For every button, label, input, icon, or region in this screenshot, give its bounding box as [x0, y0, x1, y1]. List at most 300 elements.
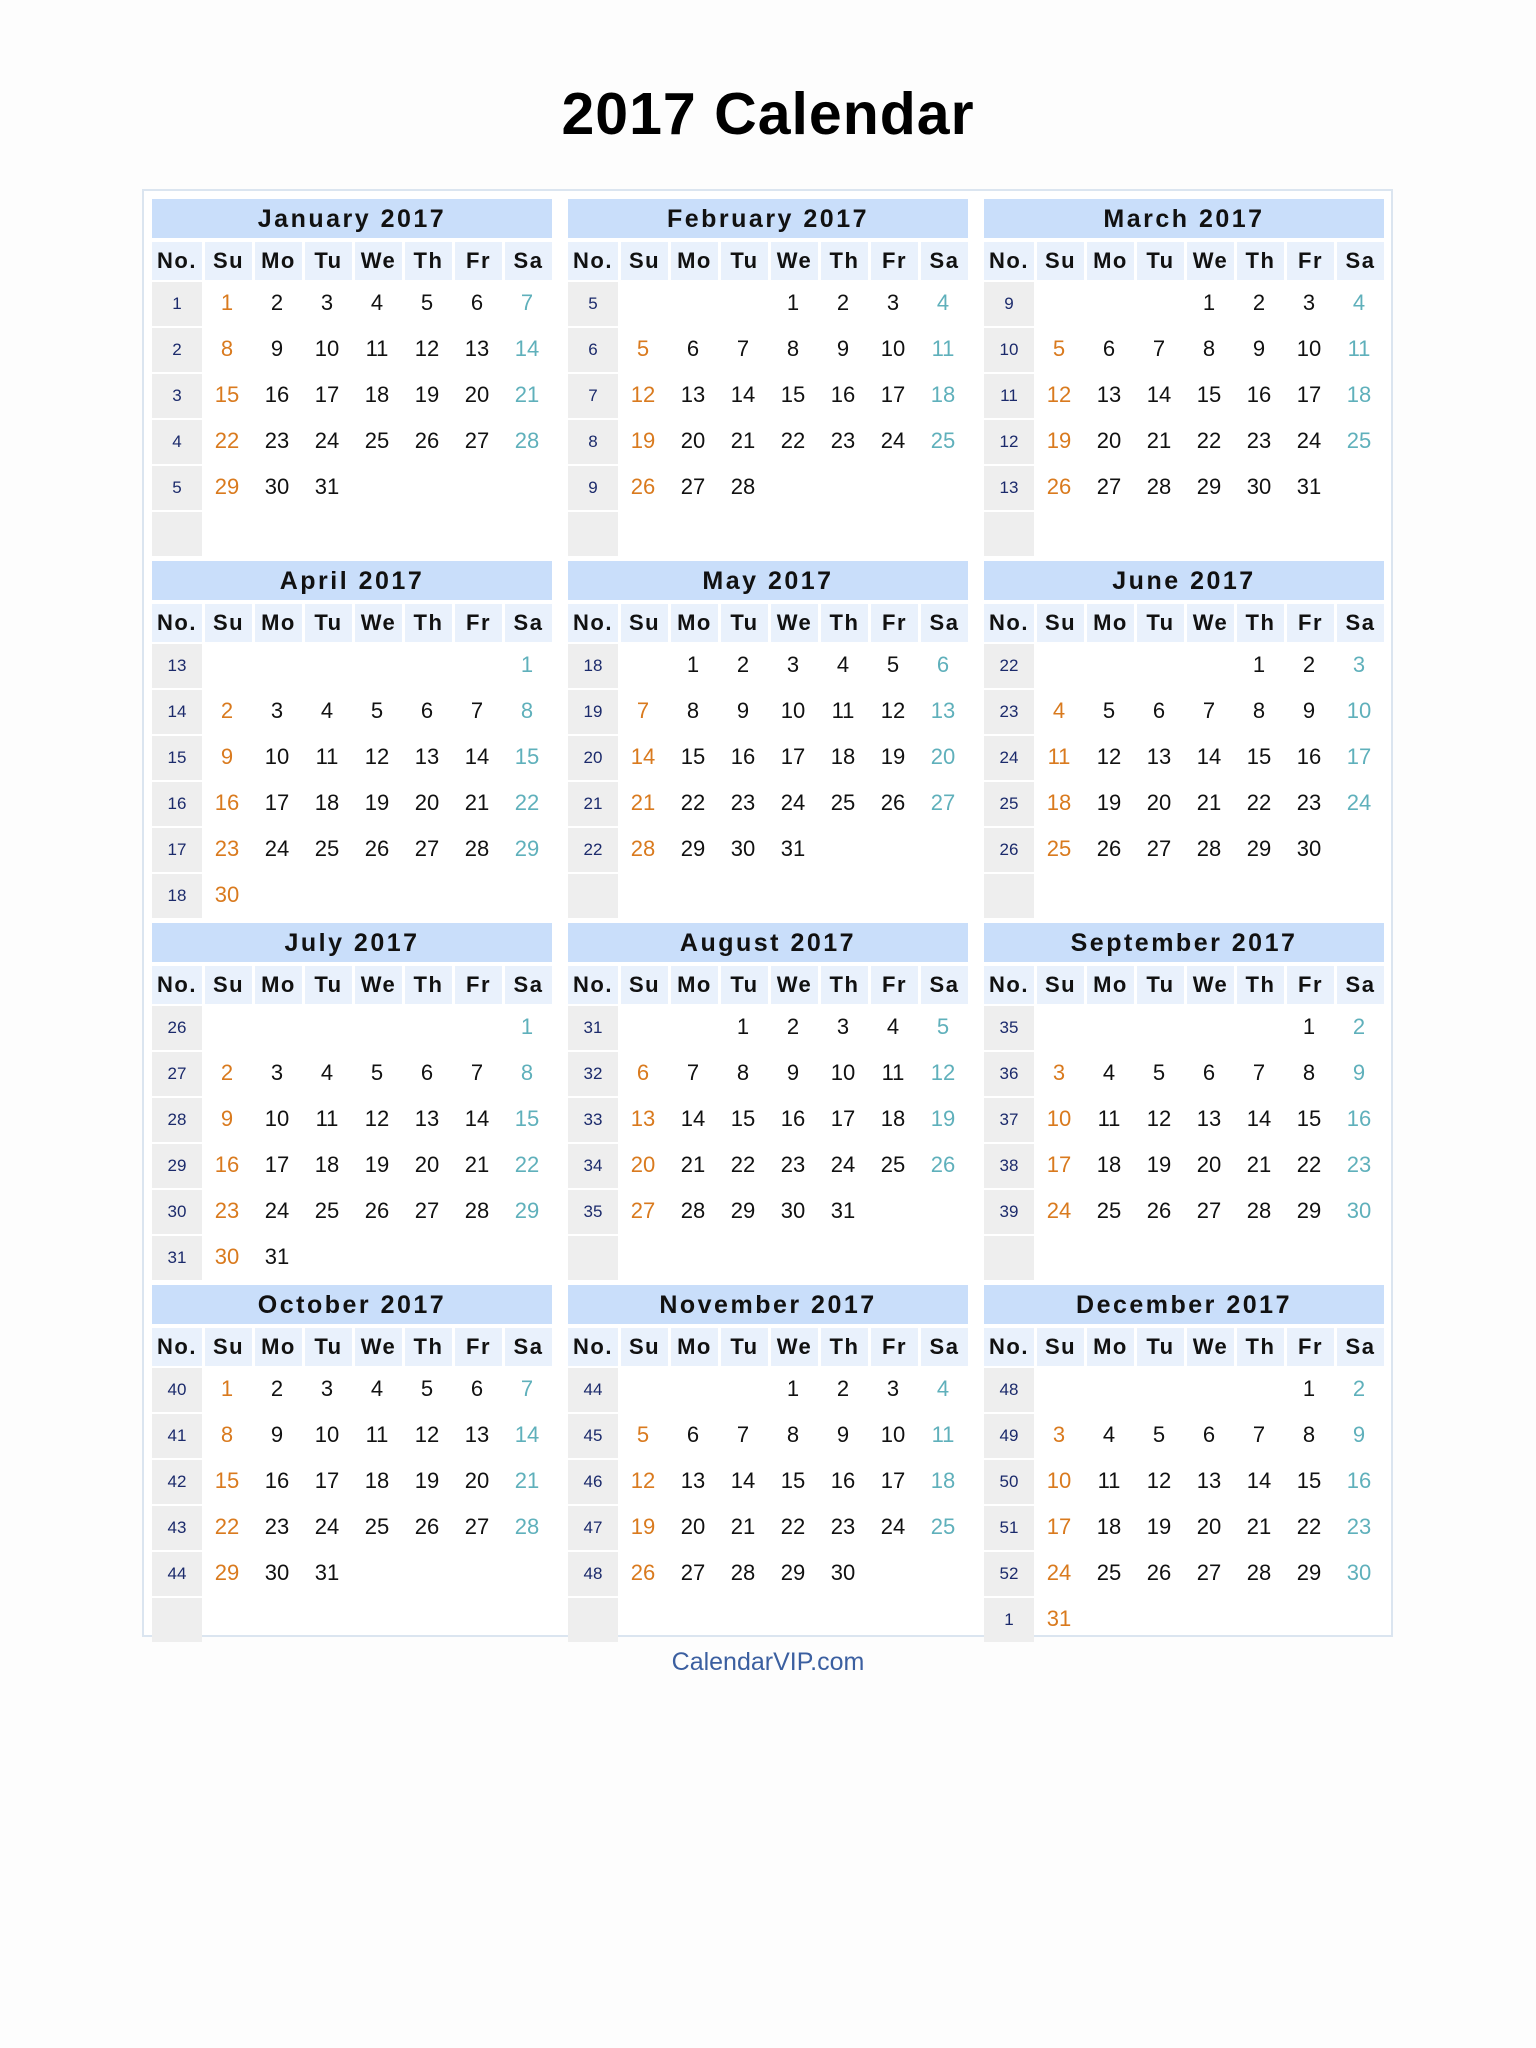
week-row [568, 372, 968, 418]
day-cell: 5 [420, 290, 434, 315]
weekday-header-thursday: Th [1234, 604, 1284, 642]
week-number: 6 [568, 326, 618, 372]
week-number: 44 [152, 1550, 202, 1596]
week-row [984, 464, 1384, 510]
day-cell: 7 [736, 336, 750, 361]
day-cell: 25 [314, 836, 340, 861]
day-cell: 13 [680, 1468, 706, 1493]
week-number-header: No. [984, 242, 1034, 280]
week-number: 18 [568, 642, 618, 688]
day-cell: 24 [1046, 1198, 1072, 1223]
week-row [568, 326, 968, 372]
day-cell: 25 [1346, 428, 1372, 453]
day-cell: 26 [1096, 836, 1122, 861]
day-cell: 1 [736, 1014, 750, 1039]
day-cell: 23 [264, 1514, 290, 1539]
weekday-header-row [568, 242, 968, 280]
day-cell [868, 1596, 918, 1642]
day-cell [818, 510, 868, 556]
weekday-header-saturday: Sa [918, 604, 968, 642]
day-cell [1084, 280, 1134, 326]
day-cell [452, 1550, 502, 1596]
day-cell: 25 [880, 1152, 906, 1177]
week-number: 37 [984, 1096, 1034, 1142]
day-cell [868, 464, 918, 510]
day-cell [918, 1234, 968, 1280]
day-cell: 16 [1346, 1106, 1372, 1131]
day-cell: 17 [1346, 744, 1372, 769]
day-cell [668, 1366, 718, 1412]
week-number: 48 [568, 1550, 618, 1596]
day-cell: 7 [1252, 1422, 1266, 1447]
weekday-header-friday: Fr [452, 242, 502, 280]
day-cell: 26 [880, 790, 906, 815]
week-number: 50 [984, 1458, 1034, 1504]
month-table [984, 1328, 1384, 1642]
weekday-header-row [568, 1328, 968, 1366]
weekday-header-tuesday: Tu [1134, 604, 1184, 642]
day-cell [1134, 510, 1184, 556]
week-number: 9 [984, 280, 1034, 326]
day-cell: 20 [930, 744, 956, 769]
day-cell: 24 [264, 1198, 290, 1223]
day-cell [452, 1596, 502, 1642]
day-cell: 24 [1046, 1560, 1072, 1585]
day-cell: 11 [1097, 1106, 1121, 1131]
day-cell [618, 1004, 668, 1050]
day-cell [718, 1366, 768, 1412]
week-row [984, 1050, 1384, 1096]
day-cell [1334, 826, 1384, 872]
week-row [152, 1504, 552, 1550]
day-cell: 18 [364, 382, 390, 407]
day-cell [1134, 280, 1184, 326]
day-cell: 7 [1202, 698, 1216, 723]
month-title: October 2017 [152, 1285, 552, 1324]
week-row [152, 1004, 552, 1050]
day-cell: 13 [464, 336, 490, 361]
day-cell: 29 [514, 836, 540, 861]
day-cell [352, 464, 402, 510]
week-row [984, 1504, 1384, 1550]
day-cell [918, 826, 968, 872]
day-cell: 16 [1346, 1468, 1372, 1493]
day-cell: 8 [520, 1060, 534, 1085]
day-cell: 23 [780, 1152, 806, 1177]
week-row [984, 1596, 1384, 1642]
day-cell: 30 [1246, 474, 1272, 499]
day-cell: 2 [736, 652, 750, 677]
weekday-header-monday: Mo [252, 604, 302, 642]
day-cell: 7 [1152, 336, 1166, 361]
day-cell: 6 [1102, 336, 1116, 361]
day-cell: 28 [730, 474, 756, 499]
week-row [568, 1550, 968, 1596]
day-cell [1134, 872, 1184, 918]
week-number-header: No. [568, 604, 618, 642]
weekday-header-saturday: Sa [502, 1328, 552, 1366]
week-number: 13 [152, 642, 202, 688]
day-cell: 11 [1097, 1468, 1121, 1493]
month-block [984, 561, 1384, 901]
day-cell: 30 [730, 836, 756, 861]
day-cell: 23 [830, 1514, 856, 1539]
month-block [152, 1285, 552, 1625]
month-block [152, 561, 552, 907]
day-cell: 31 [780, 836, 806, 861]
day-cell: 17 [314, 382, 340, 407]
day-cell: 22 [780, 428, 806, 453]
weekday-header-thursday: Th [1234, 966, 1284, 1004]
weekday-header-tuesday: Tu [718, 966, 768, 1004]
weekday-header-monday: Mo [1084, 966, 1134, 1004]
week-number-header: No. [152, 604, 202, 642]
week-number: 23 [984, 688, 1034, 734]
day-cell: 7 [636, 698, 650, 723]
day-cell: 2 [836, 1376, 850, 1401]
day-cell [252, 510, 302, 556]
day-cell: 23 [730, 790, 756, 815]
day-cell: 9 [836, 336, 850, 361]
day-cell: 4 [320, 1060, 334, 1085]
month-table [984, 604, 1384, 918]
week-number [984, 510, 1034, 556]
day-cell [202, 1004, 252, 1050]
day-cell: 7 [736, 1422, 750, 1447]
day-cell [918, 1596, 968, 1642]
day-cell: 21 [1146, 428, 1172, 453]
day-cell: 18 [930, 1468, 956, 1493]
day-cell: 10 [1046, 1468, 1072, 1493]
week-row [984, 642, 1384, 688]
day-cell: 3 [1352, 652, 1366, 677]
day-cell: 17 [314, 1468, 340, 1493]
week-row [984, 734, 1384, 780]
day-cell: 8 [220, 1422, 234, 1447]
day-cell: 15 [514, 1106, 540, 1131]
day-cell: 4 [320, 698, 334, 723]
day-cell [768, 872, 818, 918]
week-row [984, 1366, 1384, 1412]
day-cell: 4 [886, 1014, 900, 1039]
week-number: 36 [984, 1050, 1034, 1096]
day-cell: 17 [264, 790, 290, 815]
day-cell: 27 [464, 428, 490, 453]
weekday-header-wednesday: We [768, 966, 818, 1004]
day-cell [1034, 872, 1084, 918]
day-cell: 16 [830, 1468, 856, 1493]
weekday-header-row [984, 966, 1384, 1004]
month-title: May 2017 [568, 561, 968, 600]
day-cell: 24 [780, 790, 806, 815]
weekday-header-thursday: Th [402, 1328, 452, 1366]
week-number: 52 [984, 1550, 1034, 1596]
month-block [568, 1285, 968, 1625]
day-cell [302, 872, 352, 918]
day-cell [818, 464, 868, 510]
day-cell: 28 [730, 1560, 756, 1585]
week-number [984, 1234, 1034, 1280]
day-cell: 14 [730, 1468, 756, 1493]
day-cell: 21 [514, 382, 540, 407]
day-cell: 5 [1102, 698, 1116, 723]
day-cell [502, 464, 552, 510]
day-cell: 13 [414, 744, 440, 769]
day-cell: 24 [314, 1514, 340, 1539]
day-cell [402, 1234, 452, 1280]
day-cell: 13 [1146, 744, 1172, 769]
day-cell [302, 1596, 352, 1642]
day-cell: 27 [1146, 836, 1172, 861]
week-number-header: No. [152, 1328, 202, 1366]
day-cell: 12 [930, 1060, 956, 1085]
week-number: 11 [984, 372, 1034, 418]
site-link[interactable]: CalendarVIP.com [671, 1648, 865, 1676]
day-cell: 11 [365, 336, 389, 361]
day-cell [402, 510, 452, 556]
day-cell: 14 [730, 382, 756, 407]
day-cell [352, 1550, 402, 1596]
month-block [984, 923, 1384, 1263]
day-cell: 27 [414, 1198, 440, 1223]
day-cell [818, 1234, 868, 1280]
day-cell: 11 [931, 1422, 955, 1447]
day-cell: 15 [1296, 1468, 1322, 1493]
day-cell: 1 [220, 1376, 234, 1401]
weekday-header-sunday: Su [202, 1328, 252, 1366]
day-cell: 3 [1052, 1060, 1066, 1085]
weekday-header-tuesday: Tu [1134, 1328, 1184, 1366]
week-number: 20 [568, 734, 618, 780]
weekday-header-sunday: Su [202, 966, 252, 1004]
day-cell: 13 [930, 698, 956, 723]
weekday-header-row [152, 966, 552, 1004]
week-row [984, 1234, 1384, 1280]
day-cell [618, 510, 668, 556]
day-cell [868, 1188, 918, 1234]
day-cell: 31 [830, 1198, 856, 1223]
day-cell: 1 [786, 290, 800, 315]
week-number [152, 510, 202, 556]
day-cell [252, 872, 302, 918]
day-cell: 17 [880, 1468, 906, 1493]
day-cell: 21 [514, 1468, 540, 1493]
day-cell [618, 280, 668, 326]
day-cell: 21 [730, 1514, 756, 1539]
day-cell [402, 1596, 452, 1642]
week-row [152, 642, 552, 688]
day-cell: 4 [370, 1376, 384, 1401]
week-number: 51 [984, 1504, 1034, 1550]
day-cell: 21 [1246, 1514, 1272, 1539]
month-title: January 2017 [152, 199, 552, 238]
month-table [984, 242, 1384, 556]
day-cell: 12 [880, 698, 906, 723]
weekday-header-friday: Fr [868, 242, 918, 280]
day-cell: 17 [1296, 382, 1322, 407]
day-cell: 31 [314, 1560, 340, 1585]
day-cell: 30 [214, 882, 240, 907]
month-grid [152, 199, 1384, 1631]
day-cell: 2 [786, 1014, 800, 1039]
day-cell: 17 [780, 744, 806, 769]
day-cell: 6 [470, 290, 484, 315]
day-cell [718, 510, 768, 556]
weekday-header-sunday: Su [1034, 1328, 1084, 1366]
week-number: 42 [152, 1458, 202, 1504]
day-cell: 24 [1346, 790, 1372, 815]
day-cell: 12 [414, 336, 440, 361]
day-cell: 18 [1096, 1514, 1122, 1539]
day-cell: 18 [314, 1152, 340, 1177]
day-cell: 13 [1196, 1468, 1222, 1493]
month-title: February 2017 [568, 199, 968, 238]
weekday-header-monday: Mo [252, 966, 302, 1004]
week-row [152, 734, 552, 780]
day-cell: 5 [936, 1014, 950, 1039]
weekday-header-tuesday: Tu [1134, 242, 1184, 280]
day-cell [402, 872, 452, 918]
day-cell [1284, 872, 1334, 918]
day-cell: 14 [1146, 382, 1172, 407]
weekday-header-wednesday: We [352, 242, 402, 280]
weekday-header-saturday: Sa [918, 966, 968, 1004]
day-cell: 17 [880, 382, 906, 407]
day-cell: 26 [930, 1152, 956, 1177]
week-row [568, 1004, 968, 1050]
weekday-header-thursday: Th [1234, 1328, 1284, 1366]
day-cell [502, 1550, 552, 1596]
day-cell: 23 [1296, 790, 1322, 815]
week-row [984, 1412, 1384, 1458]
week-row [152, 826, 552, 872]
day-cell: 25 [364, 428, 390, 453]
week-row [152, 280, 552, 326]
day-cell: 10 [264, 1106, 290, 1131]
day-cell: 22 [214, 428, 240, 453]
week-row [984, 1142, 1384, 1188]
day-cell [1134, 1234, 1184, 1280]
day-cell: 27 [680, 1560, 706, 1585]
day-cell: 17 [830, 1106, 856, 1131]
day-cell [918, 872, 968, 918]
week-number: 47 [568, 1504, 618, 1550]
week-row [568, 1142, 968, 1188]
day-cell [1234, 510, 1284, 556]
day-cell: 29 [1246, 836, 1272, 861]
day-cell: 15 [780, 382, 806, 407]
weekday-header-sunday: Su [202, 604, 252, 642]
day-cell: 7 [520, 1376, 534, 1401]
weekday-header-row [152, 604, 552, 642]
week-row [568, 826, 968, 872]
day-cell [868, 510, 918, 556]
day-cell [352, 510, 402, 556]
day-cell: 11 [365, 1422, 389, 1447]
weekday-header-saturday: Sa [1334, 242, 1384, 280]
day-cell: 2 [1252, 290, 1266, 315]
weekday-header-sunday: Su [618, 242, 668, 280]
day-cell [768, 1234, 818, 1280]
day-cell: 18 [930, 382, 956, 407]
day-cell: 3 [886, 290, 900, 315]
month-title: July 2017 [152, 923, 552, 962]
weekday-header-sunday: Su [1034, 604, 1084, 642]
week-number: 39 [984, 1188, 1034, 1234]
day-cell: 29 [680, 836, 706, 861]
day-cell: 28 [1246, 1560, 1272, 1585]
day-cell [768, 510, 818, 556]
weekday-header-thursday: Th [402, 604, 452, 642]
week-number: 35 [984, 1004, 1034, 1050]
weekday-header-monday: Mo [1084, 604, 1134, 642]
day-cell: 15 [514, 744, 540, 769]
day-cell: 27 [1196, 1198, 1222, 1223]
week-row [152, 872, 552, 918]
day-cell [502, 1234, 552, 1280]
day-cell: 16 [1296, 744, 1322, 769]
day-cell: 19 [930, 1106, 956, 1131]
day-cell [818, 1596, 868, 1642]
day-cell: 1 [1252, 652, 1266, 677]
month-table [984, 966, 1384, 1280]
day-cell: 4 [936, 290, 950, 315]
day-cell: 1 [786, 1376, 800, 1401]
day-cell [1184, 510, 1234, 556]
month-title: March 2017 [984, 199, 1384, 238]
month-table [152, 966, 552, 1280]
day-cell: 1 [1302, 1376, 1316, 1401]
weekday-header-sunday: Su [618, 966, 668, 1004]
week-row [568, 1096, 968, 1142]
day-cell: 27 [464, 1514, 490, 1539]
day-cell: 20 [414, 1152, 440, 1177]
weekday-header-wednesday: We [1184, 604, 1234, 642]
day-cell: 5 [636, 1422, 650, 1447]
day-cell: 8 [736, 1060, 750, 1085]
day-cell: 9 [270, 336, 284, 361]
weekday-header-sunday: Su [618, 1328, 668, 1366]
week-number: 25 [984, 780, 1034, 826]
week-number: 10 [984, 326, 1034, 372]
weekday-header-saturday: Sa [502, 242, 552, 280]
weekday-header-row [984, 1328, 1384, 1366]
week-number: 21 [568, 780, 618, 826]
day-cell [452, 642, 502, 688]
day-cell [918, 1188, 968, 1234]
day-cell: 13 [464, 1422, 490, 1447]
weekday-header-friday: Fr [452, 604, 502, 642]
day-cell: 29 [214, 474, 240, 499]
week-number: 48 [984, 1366, 1034, 1412]
day-cell [452, 510, 502, 556]
day-cell [668, 1234, 718, 1280]
week-number: 38 [984, 1142, 1034, 1188]
day-cell: 24 [1296, 428, 1322, 453]
day-cell [868, 1234, 918, 1280]
day-cell: 12 [1146, 1106, 1172, 1131]
day-cell [668, 510, 718, 556]
day-cell: 2 [836, 290, 850, 315]
day-cell: 24 [880, 1514, 906, 1539]
week-number: 46 [568, 1458, 618, 1504]
day-cell: 11 [1047, 744, 1071, 769]
day-cell: 3 [786, 652, 800, 677]
week-row [152, 1458, 552, 1504]
day-cell: 19 [1146, 1514, 1172, 1539]
day-cell: 13 [680, 382, 706, 407]
day-cell [618, 1366, 668, 1412]
